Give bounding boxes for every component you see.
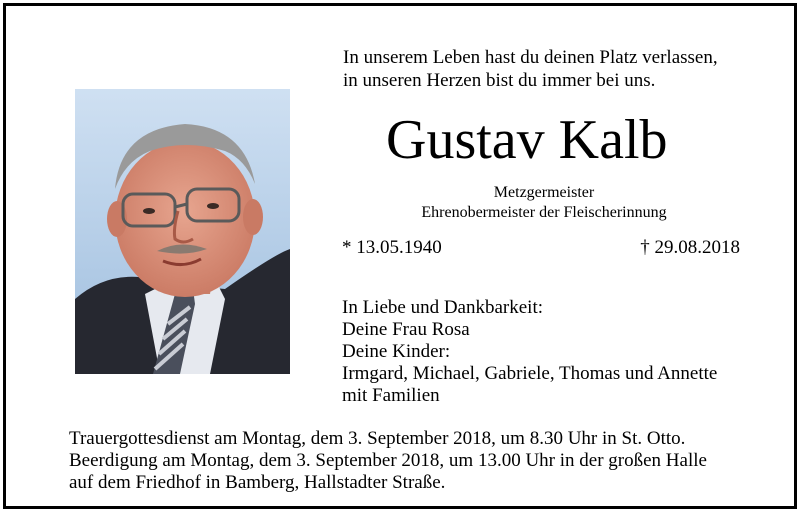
death-date: † 29.08.2018: [640, 237, 740, 258]
mourners-block: [342, 297, 717, 407]
motto-line: in unseren Herzen bist du immer bei uns.: [343, 70, 656, 91]
obituary-card: [3, 3, 797, 509]
mourners-line: Deine Frau Rosa: [342, 319, 470, 340]
motto: [343, 46, 718, 92]
service-line: Beerdigung am Montag, dem 3. September 2018, um 13.00 Uhr in der großen Halle: [69, 450, 707, 471]
mourners-line: In Liebe und Dankbarkeit:: [342, 297, 544, 318]
portrait-photo: [75, 89, 290, 374]
motto-line: In unserem Leben hast du deinen Platz verlassen,: [343, 47, 718, 68]
mourners-line: mit Familien: [342, 385, 440, 406]
mourners-line: Irmgard, Michael, Gabriele, Thomas und Annette: [342, 363, 718, 384]
service-line: auf dem Friedhof in Bamberg, Hallstadter Straße.: [69, 472, 446, 493]
deceased-name: Gustav Kalb: [386, 109, 668, 171]
service-line: Trauergottesdienst am Montag, dem 3. September 2018, um 8.30 Uhr in St. Otto.: [69, 428, 686, 449]
mourners-line: Deine Kinder:: [342, 341, 451, 362]
service-info: [69, 428, 707, 494]
honorary-title: Ehrenobermeister der Fleischerinnung: [421, 204, 667, 221]
birth-date: * 13.05.1940: [342, 237, 442, 258]
profession-title: Metzgermeister: [493, 184, 595, 201]
